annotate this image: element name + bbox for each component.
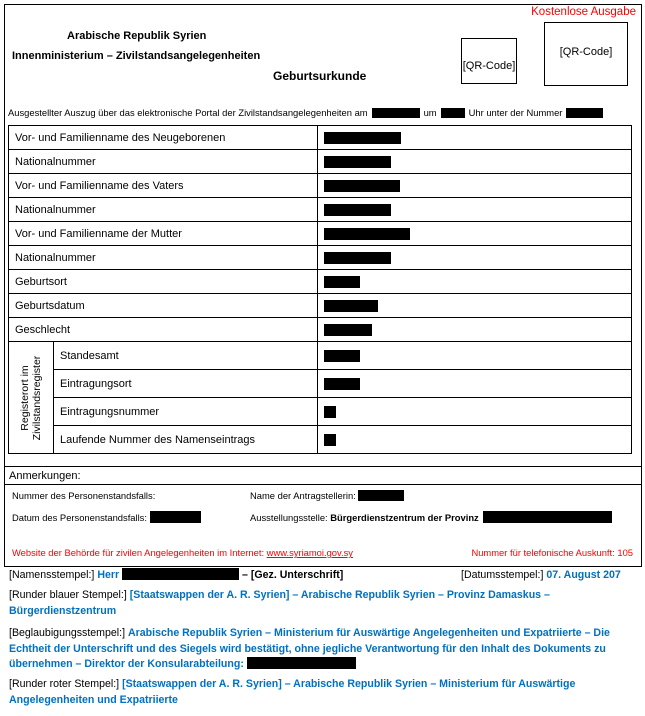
date-stamp-value: 07. August 207: [546, 569, 621, 581]
applicant-label: Name der Antragstellerin:: [250, 490, 356, 501]
redacted-value: [324, 300, 378, 312]
phone-note: Nummer für telefonische Auskunft: 105: [471, 547, 633, 558]
field-value: [318, 270, 631, 293]
redacted-value: [324, 378, 360, 390]
field-label: Eintragungsort: [54, 370, 318, 397]
certification-stamp-line: [9, 626, 637, 673]
field-label: Geburtsort: [9, 270, 318, 293]
field-label: Vor- und Familienname des Neugeborenen: [9, 126, 318, 149]
field-label: Geschlecht: [9, 318, 318, 341]
redacted-value: [324, 324, 372, 336]
table-row: [9, 246, 631, 270]
field-value: [318, 246, 631, 269]
applicant-name: [250, 490, 404, 501]
case-number-label: Nummer des Personenstandsfalls:: [12, 490, 156, 501]
redacted-value: [324, 406, 336, 418]
table-row: [54, 426, 631, 453]
field-label: Standesamt: [54, 342, 318, 369]
document-title: Geburtsurkunde: [273, 69, 367, 83]
field-label: Nationalnummer: [9, 198, 318, 221]
table-row: [54, 342, 631, 370]
signature-note: – [Gez. Unterschrift]: [242, 569, 344, 581]
blue-stamp-line: [9, 588, 637, 619]
redacted-province: [483, 511, 612, 523]
field-label: Laufende Nummer des Namenseintrags: [54, 426, 318, 453]
date-stamp-line: [461, 568, 621, 584]
table-row: [9, 174, 631, 198]
website-text: Website der Behörde für zivilen Angelegenheiten im Internet:: [12, 547, 265, 558]
birth-data-table: [8, 125, 632, 454]
date-stamp-key: [Datumsstempel:]: [461, 569, 544, 581]
name-stamp-value: Herr: [97, 569, 120, 581]
field-value: [318, 426, 631, 453]
case-date-label: Datum des Personenstandsfalls:: [12, 511, 147, 523]
field-label: Geburtsdatum: [9, 294, 318, 317]
redacted-value: [324, 434, 336, 446]
website-link[interactable]: www.syriamoi.gov.sy: [266, 547, 353, 558]
blue-stamp-key: [Runder blauer Stempel:]: [9, 589, 127, 601]
extract-text-1: Ausgestellter Auszug über das elektronische Portal der Zivilstandsangelegenheiten am: [8, 107, 368, 118]
redacted-director-name: [247, 657, 356, 669]
case-date: [12, 511, 201, 523]
field-label: Nationalnummer: [9, 150, 318, 173]
redacted-number: [566, 108, 603, 118]
table-row: [9, 270, 631, 294]
qr-code-large-label: [QR-Code]: [559, 46, 613, 58]
redacted-value: [324, 180, 400, 192]
country-heading: Arabische Republik Syrien: [67, 30, 207, 42]
issuer-value: Bürgerdienstzentrum der Provinz: [330, 511, 479, 523]
redacted-value: [324, 276, 360, 288]
register-side-label: [9, 342, 54, 453]
field-value: [318, 342, 631, 369]
register-rows: [54, 342, 631, 453]
red-stamp-line: [9, 677, 637, 708]
table-row: [54, 370, 631, 398]
table-row: [9, 150, 631, 174]
register-side-line-2: Zivilstandsregister: [31, 355, 43, 440]
field-value: [318, 198, 631, 221]
qr-code-small: [461, 38, 517, 84]
website-note: [12, 547, 353, 558]
field-value: [318, 370, 631, 397]
cert-stamp-value: Arabische Republik Syrien – Ministerium für Auswärtige Angelegenheiten und Expatriierte – Die Echtheit der Unterschrift und des Siegels wird bestätigt, ohne jegliche Verantwortung für den Inhalt des Dokuments zu übernehmen – Direktor der Konsularabteilung:: [9, 627, 610, 670]
qr-code-small-label: [QR-Code]: [462, 60, 516, 72]
table-row: [9, 318, 631, 342]
qr-code-large: [544, 22, 628, 86]
field-value: [318, 126, 631, 149]
field-value: [318, 398, 631, 425]
field-label: Eintragungsnummer: [54, 398, 318, 425]
field-value: [318, 318, 631, 341]
redacted-value: [324, 350, 360, 362]
field-value: [318, 150, 631, 173]
cert-stamp-key: [Beglaubigungsstempel:]: [9, 627, 126, 639]
register-section: [9, 342, 631, 453]
field-value: [318, 174, 631, 197]
redacted-date: [372, 108, 420, 118]
blue-stamp-value: [Staatswappen der A. R. Syrien] – Arabische Republik Syrien – Provinz Damaskus – Bürgerdienstzentrum: [9, 589, 550, 617]
remarks-row: [4, 466, 642, 485]
extract-text-2: um: [423, 107, 437, 118]
red-stamp-key: [Runder roter Stempel:]: [9, 678, 120, 690]
redacted-value: [324, 252, 391, 264]
red-stamp-value: [Staatswappen der A. R. Syrien] – Arabische Republik Syrien – Ministerium für Auswärtige Angelegenheiten und Expatriierte: [9, 678, 576, 706]
redacted-value: [324, 132, 401, 144]
redacted-applicant: [358, 490, 404, 501]
redacted-value: [324, 156, 391, 168]
register-side-line-1: Registerort im: [19, 364, 31, 431]
table-row: [9, 126, 631, 150]
extract-text-3: Uhr unter der Nummer: [468, 107, 563, 118]
redacted-time: [441, 108, 465, 118]
name-stamp-key: [Namensstempel:]: [9, 569, 95, 581]
table-row: [9, 222, 631, 246]
extract-line: [8, 107, 603, 118]
field-value: [318, 222, 631, 245]
case-number: [12, 490, 155, 501]
table-row: [54, 398, 631, 426]
redacted-value: [324, 204, 391, 216]
free-issue-label: Kostenlose Ausgabe: [531, 6, 636, 18]
issuing-office: [250, 511, 612, 523]
ministry-heading: Innenministerium – Zivilstandsangelegenheiten: [12, 50, 261, 62]
register-side-text: [19, 355, 43, 440]
field-label: Vor- und Familienname des Vaters: [9, 174, 318, 197]
field-label: Nationalnummer: [9, 246, 318, 269]
field-label: Vor- und Familienname der Mutter: [9, 222, 318, 245]
table-row: [9, 294, 631, 318]
remarks-label: Anmerkungen:: [9, 469, 81, 482]
field-value: [318, 294, 631, 317]
redacted-official-name: [122, 568, 239, 580]
issuer-label: Ausstellungsstelle:: [250, 511, 328, 523]
redacted-value: [324, 228, 410, 240]
table-row: [9, 198, 631, 222]
redacted-case-date: [150, 511, 201, 523]
